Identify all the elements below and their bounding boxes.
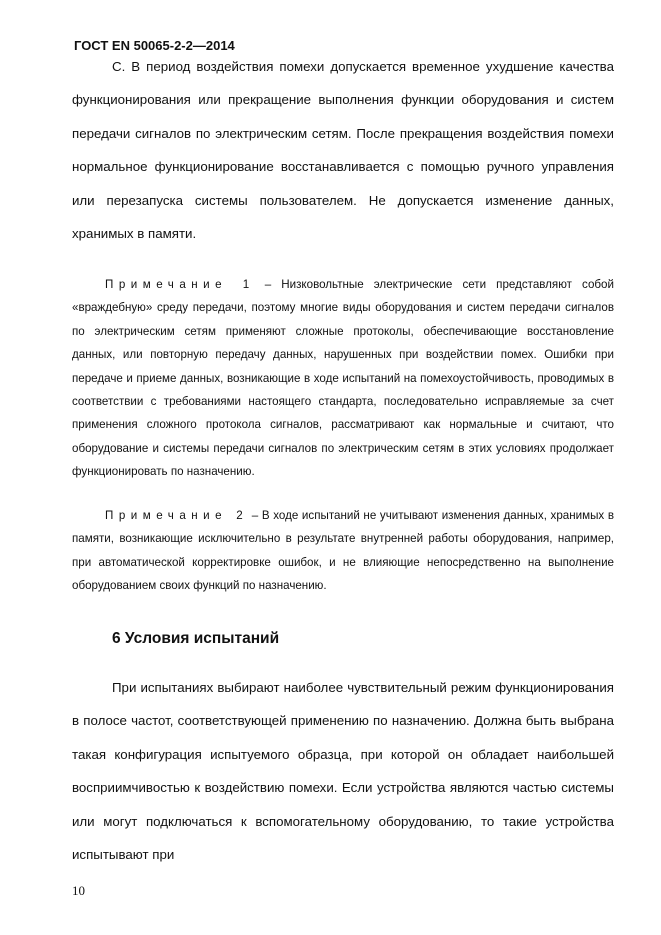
- note-2: [72, 504, 614, 598]
- paragraph-c: С. В период воздействия помехи допускается временное ухудшение качества функционирования или прекращение выполнения функции оборудования и систем передачи сигналов по электрическим сетям. После прекращения воздействия помехи нормальное функционирование восстанавливается с помощью ручного управления или перезапуска системы пользователем. Не допускается изменение данных, хранимых в памяти.: [72, 59, 614, 242]
- note-2-label: Примечание 2: [105, 509, 249, 522]
- note-1-label: Примечание 1: [105, 278, 255, 291]
- page-number: 10: [72, 883, 85, 898]
- note-2-text: – В ходе испытаний не учитывают изменения данных, хранимых в памяти, возникающие исключительно в результате внутренней работы оборудования, например, при автоматической корректировке ошибок, и не влияющие непосредственно на выполнение оборудованием своих функций по назначению.: [72, 509, 614, 593]
- section-6-paragraph: При испытаниях выбирают наиболее чувствительный режим функционирования в полосе частот, соответствующей применению по назначению. Должна быть выбрана такая конфигурация испытуемого образца, при которой он обладает наибольшей восприимчивостью к воздействию помехи. Если устройства являются частью системы или могут подключаться к вспомогательному оборудованию, то такие устройства испытывают при: [72, 680, 614, 863]
- section-6-heading: 6 Условия испытаний: [112, 630, 280, 647]
- note-1: [72, 273, 614, 484]
- note-1-text: – Низковольтные электрические сети представляют собой «враждебную» среду передачи, поэтому многие виды оборудования и систем передачи сигналов по электрическим сетям применяют сложные протоколы, обеспечивающие восстановление данных, или повторную передачу данных, нарушенных при воздействии помех. Ошибки при передаче и приеме данных, возникающие в ходе испытаний на помехоустойчивость, проводимых в соответствии с требованиями настоящего стандарта, последовательно исправляемые за счет применения сложного протокола сигналов, рассматривают как нормальные и считают, что оборудование и системы передачи сигналов по электрическим сетям в этих условиях продолжает функционировать по назначению.: [72, 278, 614, 479]
- document-header: ГОСТ EN 50065-2-2—2014: [74, 38, 235, 53]
